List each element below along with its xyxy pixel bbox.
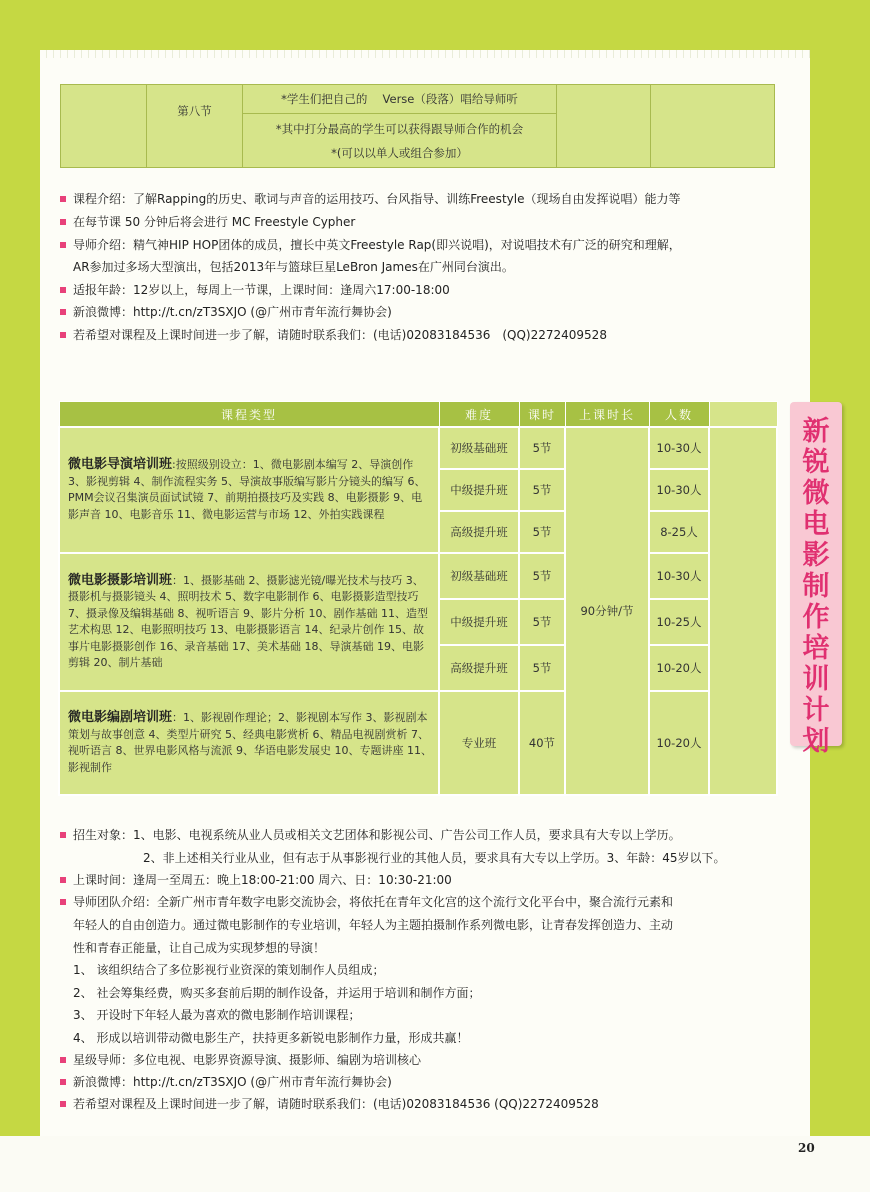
bullet-icon xyxy=(60,877,66,883)
course-desc: :按照级别设立：1、微电影剧本编写 2、导演创作 3、影视剪辑 4、制作流程实务 5、导演故事版编写影片分镜头的编写 6、PMM会议召集演员面试试镜 7、前期拍摄技巧及实践 8、电影摄影 9、电影声音 10、电影音乐 11、微电影运营与市场 12、外拍实践课程 xyxy=(68,458,426,521)
people-cell: 8-25人 xyxy=(649,511,709,553)
list-item xyxy=(60,894,673,911)
section-line-2: *其中打分最高的学生可以获得跟导师合作的机会 xyxy=(275,121,524,136)
table-cell-empty xyxy=(61,85,147,168)
list-text-continued: 4、 形成以培训带动微电影生产，扶持更多新锐电影制作力量，形成共赢！ xyxy=(73,1031,469,1045)
list-text-continued: 2、非上述相关行业从业，但有志于从事影视行业的其他人员，要求具有大专以上学历。3、年龄：45岁以下。 xyxy=(143,851,726,865)
level-cell: 初级基础班 xyxy=(439,553,519,599)
bullet-icon xyxy=(60,332,66,338)
list-text: 导师介绍：精气神HIP HOP团体的成员，擅长中英文Freestyle Rap(即兴说唱)，对说唱技术有广泛的研究和理解， xyxy=(73,238,681,252)
course-directing xyxy=(59,427,439,553)
title-char: 微 xyxy=(802,478,830,509)
list-item xyxy=(60,1074,392,1091)
people-cell: 10-30人 xyxy=(649,427,709,469)
list-text-continued: 性和青春正能量，让自己成为实现梦想的导演！ xyxy=(73,941,326,955)
hours-cell: 5节 xyxy=(519,427,565,469)
bullet-icon xyxy=(60,1079,66,1085)
title-char: 作 xyxy=(802,602,830,633)
level-cell: 中级提升班 xyxy=(439,599,519,645)
level-cell: 中级提升班 xyxy=(439,469,519,511)
bottom-band xyxy=(0,1136,870,1192)
list-text: 上课时间：逢周一至周五：晚上18:00-21:00 周六、日：10:30-21:00 xyxy=(73,873,452,887)
hours-cell: 5节 xyxy=(519,645,565,691)
bullet-icon xyxy=(60,219,66,225)
table-cell-empty xyxy=(709,427,777,795)
list-text: 招生对象：1、电影、电视系统从业人员或相关文艺团体和影视公司、广告公司工作人员，要求具有大专以上学历。 xyxy=(73,828,681,842)
header-duration: 上课时长 xyxy=(565,402,649,428)
bullet-icon xyxy=(60,1057,66,1063)
list-item xyxy=(60,237,681,254)
people-cell: 10-30人 xyxy=(649,553,709,599)
course-title: 微电影摄影培训班 xyxy=(68,572,173,588)
hours-cell: 5节 xyxy=(519,511,565,553)
bullet-icon xyxy=(60,242,66,248)
section-label: 第八节 xyxy=(147,85,243,168)
bullet-icon xyxy=(60,196,66,202)
section-line-1: *学生们把自己的 Verse（段落）唱给导师听 xyxy=(243,85,557,114)
list-item xyxy=(60,327,607,344)
list-text: 新浪微博：http://t.cn/zT3SXJO (@广州市青年流行舞协会) xyxy=(73,1075,392,1089)
hours-cell: 5节 xyxy=(519,599,565,645)
title-char: 电 xyxy=(802,509,830,540)
header-empty xyxy=(709,402,777,428)
title-char: 培 xyxy=(802,633,830,664)
people-cell: 10-25人 xyxy=(649,599,709,645)
level-cell: 高级提升班 xyxy=(439,645,519,691)
level-cell: 专业班 xyxy=(439,691,519,795)
course-desc: ：1、影视剧作理论；2、影视剧本写作 3、影视剧本策划与故事创意 4、类型片研究 5、经典电影赏析 6、精品电视剧赏析 7、视听语言 8、世界电影风格与流派 9、华语电影发展史 10、专题讲座 11、影视制作 xyxy=(68,711,432,774)
hours-cell: 40节 xyxy=(519,691,565,795)
title-char: 训 xyxy=(802,664,830,695)
level-cell: 初级基础班 xyxy=(439,427,519,469)
list-item xyxy=(60,304,392,321)
list-text: 新浪微博：http://t.cn/zT3SXJO (@广州市青年流行舞协会) xyxy=(73,305,392,319)
course-camera xyxy=(59,553,439,691)
people-cell: 10-20人 xyxy=(649,691,709,795)
duration-cell: 90分钟/节 xyxy=(565,427,649,795)
list-item xyxy=(60,214,355,231)
header-hours: 课时 xyxy=(519,402,565,428)
bullet-icon xyxy=(60,832,66,838)
header-level: 难度 xyxy=(439,402,519,428)
list-item xyxy=(60,191,680,208)
list-text-continued: 年轻人的自由创造力。通过微电影制作的专业培训，年轻人为主题拍摄制作系列微电影，让青春发挥创造力、主动 xyxy=(73,918,674,932)
list-text: 课程介绍：了解Rapping的历史、歌词与声音的运用技巧、台风指导、训练Freestyle（现场自由发挥说唱）能力等 xyxy=(73,192,681,206)
course-title: 微电影导演培训班 xyxy=(68,457,173,472)
people-cell: 10-30人 xyxy=(649,469,709,511)
title-char: 划 xyxy=(802,726,830,757)
list-text: 若希望对课程及上课时间进一步了解，请随时联系我们：(电话)02083184536 (QQ)2272409528 xyxy=(73,1097,599,1111)
course-screenwriting xyxy=(59,691,439,795)
header-people: 人数 xyxy=(649,402,709,428)
list-text-continued: 2、 社会筹集经费，购买多套前后期的制作设备，并运用于培训和制作方面； xyxy=(73,986,481,1000)
film-course-table xyxy=(58,401,778,796)
list-item xyxy=(60,282,450,299)
list-item xyxy=(60,1052,421,1069)
title-char: 锐 xyxy=(802,447,830,478)
hours-cell: 5节 xyxy=(519,553,565,599)
list-text: 在每节课 50 分钟后将会进行 MC Freestyle Cypher xyxy=(73,215,356,229)
bullet-icon xyxy=(60,899,66,905)
course-title: 微电影编剧培训班 xyxy=(68,710,173,725)
rap-course-table xyxy=(60,84,775,168)
people-cell: 10-20人 xyxy=(649,645,709,691)
list-item xyxy=(60,827,681,844)
list-text: 导师团队介绍：全新广州市青年数字电影交流协会，将依托在青年文化宫的这个流行文化平台中，聚合流行元素和 xyxy=(73,895,674,909)
page-number: 20 xyxy=(798,1141,815,1155)
table-cell-empty xyxy=(651,85,775,168)
bullet-icon xyxy=(60,1101,66,1107)
header-course-type: 课程类型 xyxy=(59,402,439,428)
section-line-3: *(可以以单人或组合参加） xyxy=(331,145,468,160)
section-lines-2-3 xyxy=(243,114,557,168)
list-item xyxy=(60,872,452,889)
title-char: 计 xyxy=(802,695,830,726)
list-text-continued: 3、 开设时下年轻人最为喜欢的微电影制作培训课程； xyxy=(73,1008,361,1022)
hours-cell: 5节 xyxy=(519,469,565,511)
list-text-continued: 1、 该组织结合了多位影视行业资深的策划制作人员组成； xyxy=(73,963,385,977)
course-desc: ：1、摄影基础 2、摄影滤光镜/曝光技术与技巧 3、摄影机与摄影镜头 4、照明技术 5、数字电影制作 6、电影摄影造型技巧 7、摄录像及编辑基础 8、视听语言 9、影片分析 10、剧作基础 11、造型艺术构思 12、电影照明技巧 13、电影摄影语言 14、纪录片创作 15、故事片电影摄影创作 16、录音基础 17、美术基础 18、导演基础 19、电影剪辑 20、制片基础 xyxy=(68,573,428,669)
level-cell: 高级提升班 xyxy=(439,511,519,553)
vertical-title xyxy=(790,402,842,757)
title-char: 影 xyxy=(802,540,830,571)
bullet-icon xyxy=(60,309,66,315)
list-item xyxy=(60,1096,599,1113)
title-char: 新 xyxy=(802,416,830,447)
table-cell-empty xyxy=(557,85,651,168)
list-text: 星级导师：多位电视、电影界资源导演、摄影师、编剧为培训核心 xyxy=(73,1053,422,1067)
list-text: 适报年龄：12岁以上，每周上一节课，上课时间：逢周六17:00-18:00 xyxy=(73,283,450,297)
list-text-continued: AR参加过多场大型演出，包括2013年与篮球巨星LeBron James在广州同台演出。 xyxy=(73,260,514,274)
list-text: 若希望对课程及上课时间进一步了解，请随时联系我们：(电话)02083184536 (QQ)2272409528 xyxy=(73,328,607,342)
title-char: 制 xyxy=(802,571,830,602)
bullet-icon xyxy=(60,287,66,293)
